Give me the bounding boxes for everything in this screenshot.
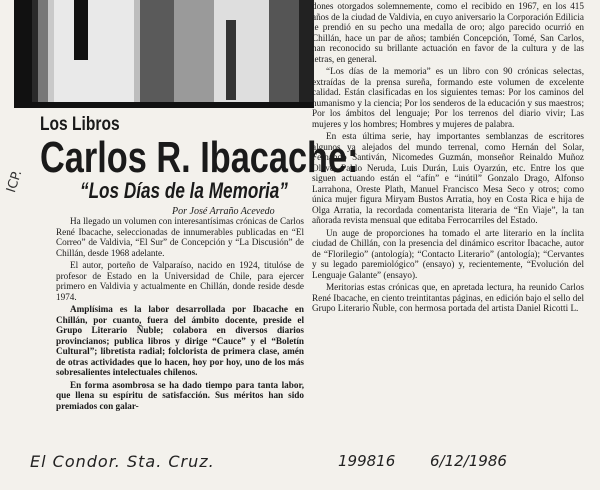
headline: Carlos R. Ibacache:	[40, 133, 359, 182]
paragraph: En esta última serie, hay importantes semblanzas de escritores algunos ya alejados del mundo terrenal, como Hernán del Solar, Fernando Santiván, Nicomedes Guzmán, monseñor Reinaldo Muñoz Olave, Pablo Neruda, Luis Durán, Luis Oyarzún, etc. Entre los que siguen actuando están el “afín” e “inútil” Gonzalo Drago, Alfonso Larrahona, Oreste Plath, Manuel Francisco Mesa Seco y otros; como única mujer figura Miryam Bustos Arratia, hoy en Costa Rica e hija de Olga Arratia, la recordada comentarista literaria de “En Viaje”, la tan añorada revista mensual que editaba Ferrocarriles del Estado.	[312, 131, 584, 225]
handwritten-margin-note: ICP.	[4, 168, 26, 195]
handwritten-date: 6/12/1986	[430, 452, 507, 470]
section-label: Los Libros	[40, 114, 120, 135]
paragraph: “Los días de la memoria” es un libro con 90 crónicas selectas, extraídas de la prensa sureña, formando este volumen de excelente calidad. Están clasificadas en los siguientes temas: Por los caminos del humanismo y la ciencia; Por los senderos de la educación y sus maestros; Por los ámbitos del lenguaje; Por los terrenos del diario vivir; Las mujeres y los hombres; Hombres y mujeres de palabra.	[312, 66, 584, 129]
paragraph: Meritorias estas crónicas que, en apretada lectura, ha reunido Carlos René Ibacache, en ciento treintitantas páginas, en edición bajo el sello del Grupo Literario Ñuble, con hermosa portada del artista Daniel Ricotti L.	[312, 282, 584, 313]
paragraph: Ha llegado un volumen con interesantísimas crónicas de Carlos René Ibacache, seleccionadas de innumerables publicadas en “El Correo” de Valdivia, “El Sur” de Concepción y “La Discusión” de Chillán, desde 1968 adelante.	[56, 216, 304, 258]
byline: Por José Arraño Acevedo	[172, 206, 275, 217]
paragraph: En forma asombrosa se ha dado tiempo para tanta labor, que llena su espíritu de satisfacción. Sus méritos han sido premiados con galar-	[56, 379, 304, 411]
article-column-1	[56, 216, 304, 434]
paragraph: El autor, porteño de Valparaíso, nacido en 1924, titulóse de profesor de Estado en la Universidad de Chile, para ejercer primero en Valdivia y actualmente en Chillán, donde reside desde 1974.	[56, 260, 304, 302]
photo-strip	[14, 0, 314, 108]
paragraph: Un auge de proporciones ha tomado el arte literario en la ínclita ciudad de Chillán, con la presencia del dinámico escritor Ibacache, autor de “Florilegio” (antología); “Contacto Literario” (antología); “Cervantes y su legado paremiológico” (ensayo) y, recientemente, “Evolución del Lenguaje Galante” (ensayo).	[312, 227, 584, 280]
article-column-2	[312, 1, 584, 433]
paragraph: dones otorgados solemnemente, como el recibido en 1967, en los 415 años de la ciudad de Valdivia, en cuyo aniversario la Corporación Edilicia le prendió en su pecho una medalla de oro; algo parecido ocurrió en Chillán, hace un par de años; también Concepción, Tomé, San Carlos, han reconocido su brillante actuación en favor de la cultura y de las letras, en general.	[312, 1, 584, 64]
handwritten-record-id: 199816	[338, 452, 396, 470]
subheadline: “Los Días de la Memoria”	[80, 178, 288, 203]
handwritten-source: El Condor. Sta. Cruz.	[30, 452, 215, 471]
paragraph: Amplísima es la labor desarrollada por Ibacache en Chillán, por cuanto, fuera del ámbito docente, preside el Grupo Literario Ñuble; colabora en diversos diarios provincianos; publica libros y dirige “Cauce” y el “Boletín Cultural”; libretista radial; folclorista de primera clase, amén de otras actividades que lo hacen, hoy por hoy, uno de los más sobresalientes intelectuales chilenos.	[56, 304, 304, 377]
